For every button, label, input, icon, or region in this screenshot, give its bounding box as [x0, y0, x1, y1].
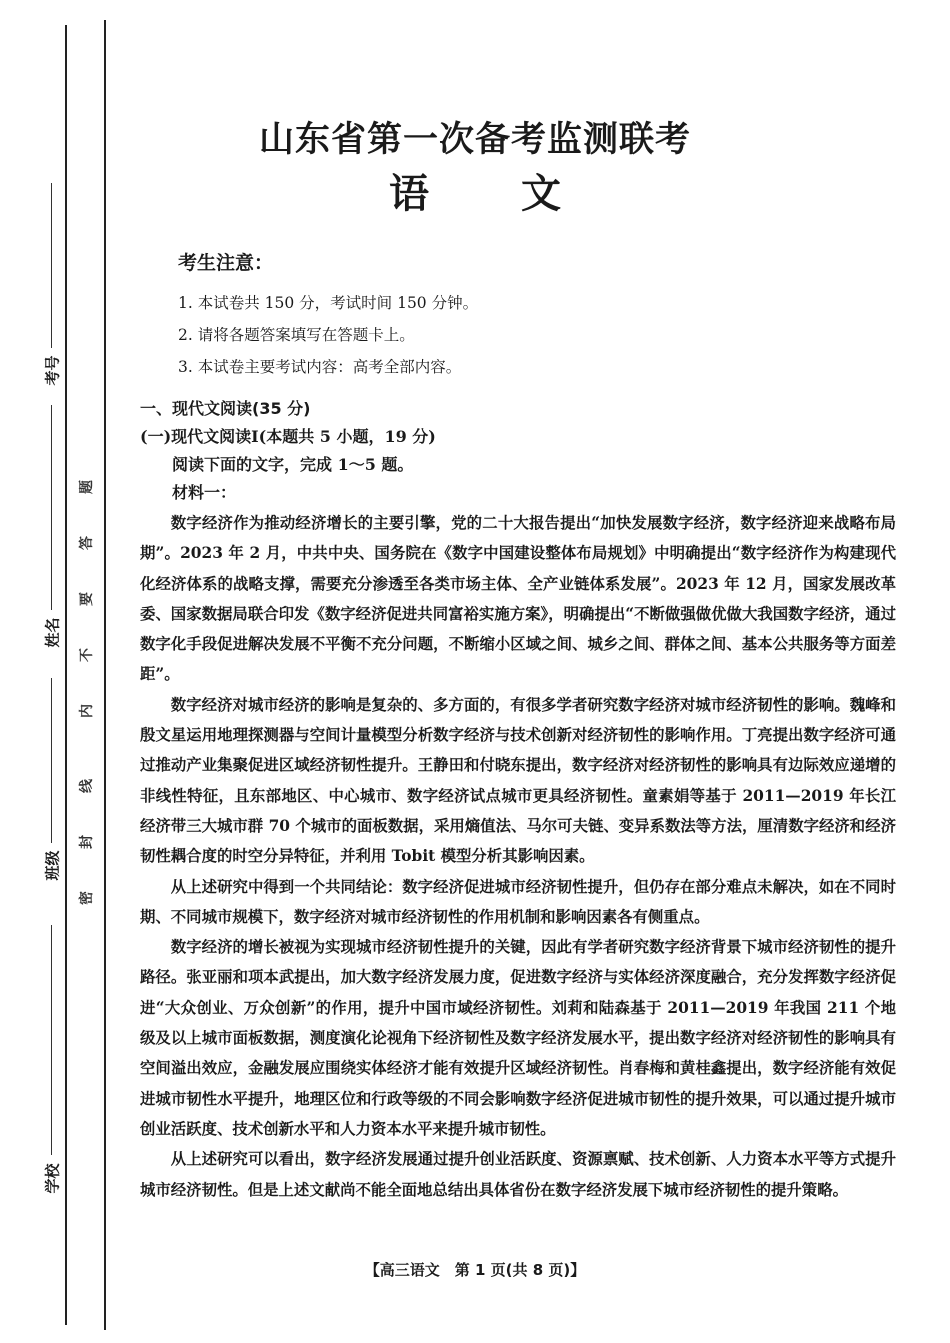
seal-text-char: 答: [79, 536, 95, 550]
seal-text-char: 线: [79, 779, 95, 793]
exam-title: 山东省第一次备考监测联考: [258, 120, 691, 160]
school-underline: [51, 925, 52, 1155]
reading-passage: [140, 508, 896, 1205]
exam-number-label: 考号: [43, 355, 62, 386]
passage-paragraph: 数字经济作为推动经济增长的主要引擎，党的二十大报告提出“加快发展数字经济，数字经济迎来战略布局期”。2023 年 2 月，中共中央、国务院在《数字中国建设整体布局规划》中明确提出“数字经济作为构建现代化经济体系的战略支撑，需要充分渗透至各类市场主体、全产业链体系发展”。2023 年 12 月，国家发展改革委、国家数据局联合印发《数字经济促进共同富裕实施方案》，明确提出“不断做强做优做大我国数字经济，通过数字化手段促进解决发展不平衡不充分问题，不断缩小区域之间、城乡之间、群体之间、基本公共服务等方面差距”。: [140, 514, 896, 684]
notice-heading: 考生注意：: [178, 252, 274, 274]
subject-char: 文: [521, 171, 561, 217]
school-label: 学校: [43, 1163, 62, 1194]
seal-text-char: 要: [79, 592, 95, 606]
binding-line-inner: [65, 25, 67, 1325]
seal-text-char: 密: [79, 891, 95, 905]
reading-instruction: 阅读下面的文字，完成 1～5 题。: [172, 455, 414, 474]
seal-text-char: 封: [79, 835, 95, 849]
notice-item: 2. 请将各题答案填写在答题卡上。: [178, 326, 415, 344]
exam-notice: [178, 248, 478, 383]
section-heading: 一、现代文阅读(35 分): [140, 399, 311, 418]
material-label: 材料一：: [172, 483, 237, 502]
name-label: 姓名: [43, 617, 62, 648]
name-underline: [51, 405, 52, 610]
seal-text-char: 不: [79, 648, 95, 662]
seal-text-char: 内: [79, 704, 95, 718]
passage-paragraph: 从上述研究可以看出，数字经济发展通过提升创业活跃度、资源禀赋、技术创新、人力资本水平等方式提升城市经济韧性。但是上述文献尚不能全面地总结出具体省份在数字经济发展下城市经济韧性的提升策略。: [140, 1150, 896, 1199]
subject-char: 语: [389, 171, 429, 217]
passage-paragraph: 数字经济对城市经济的影响是复杂的、多方面的，有很多学者研究数字经济对城市经济韧性的影响。魏峰和殷文星运用地理探测器与空间计量模型分析数字经济与技术创新对经济韧性的影响作用。丁亮提出数字经济可通过推动产业集聚促进区域经济韧性提升。王静田和付晓东提出，数字经济对经济韧性的影响具有边际效应递增的非线性特征，且东部地区、中心城市、数字经济试点城市更具经济韧性。童素娟等基于 2011—2019 年长江经济带三大城市群 70 个城市的面板数据，采用熵值法、马尔可夫链、变异系数法等方法，厘清数字经济和经济韧性耦合度的时空分异特征，并利用 Tobit 模型分析其影响因素。: [140, 695, 896, 866]
seal-text-char: 题: [79, 480, 95, 494]
class-underline: [51, 678, 52, 843]
notice-item: 1. 本试卷共 150 分，考试时间 150 分钟。: [178, 294, 479, 312]
subject-title: [0, 162, 950, 219]
passage-paragraph: 从上述研究中得到一个共同结论：数字经济促进城市经济韧性提升，但仍存在部分难点未解决，如在不同时期、不同城市规模下，数字经济对城市经济韧性的作用机制和影响因素各有侧重点。: [140, 877, 896, 926]
passage-paragraph: 数字经济的增长被视为实现城市经济韧性提升的关键，因此有学者研究数字经济背景下城市经济韧性的提升路径。张亚丽和项本武提出，加大数字经济发展力度，促进数字经济与实体经济深度融合，充分发挥数字经济促进“大众创业、万众创新”的作用，提升中国市域经济韧性。刘莉和陆森基于 2011—2019 年我国 211 个地级及以上城市面板数据，测度演化论视角下经济韧性及数字经济发展水平，提出数字经济对经济韧性的影响具有空间溢出效应，金融发展应围绕实体经济才能有效提升区域经济韧性。肖春梅和黄桂鑫提出，数字经济能有效促进城市韧性水平提升，地理区位和行政等级的不同会影响数字经济促进城市韧性的提升效果，可以通过提升城市创业活跃度、技术创新水平和人力资本水平来提升城市韧性。: [140, 938, 896, 1138]
section-header: [140, 395, 900, 507]
class-label: 班级: [43, 850, 62, 881]
notice-item: 3. 本试卷主要考试内容：高考全部内容。: [178, 358, 462, 376]
page-footer: 【高三语文 第 1 页(共 8 页)】: [364, 1261, 586, 1279]
subsection-heading: (一)现代文阅读Ⅰ(本题共 5 小题，19 分): [140, 427, 436, 446]
